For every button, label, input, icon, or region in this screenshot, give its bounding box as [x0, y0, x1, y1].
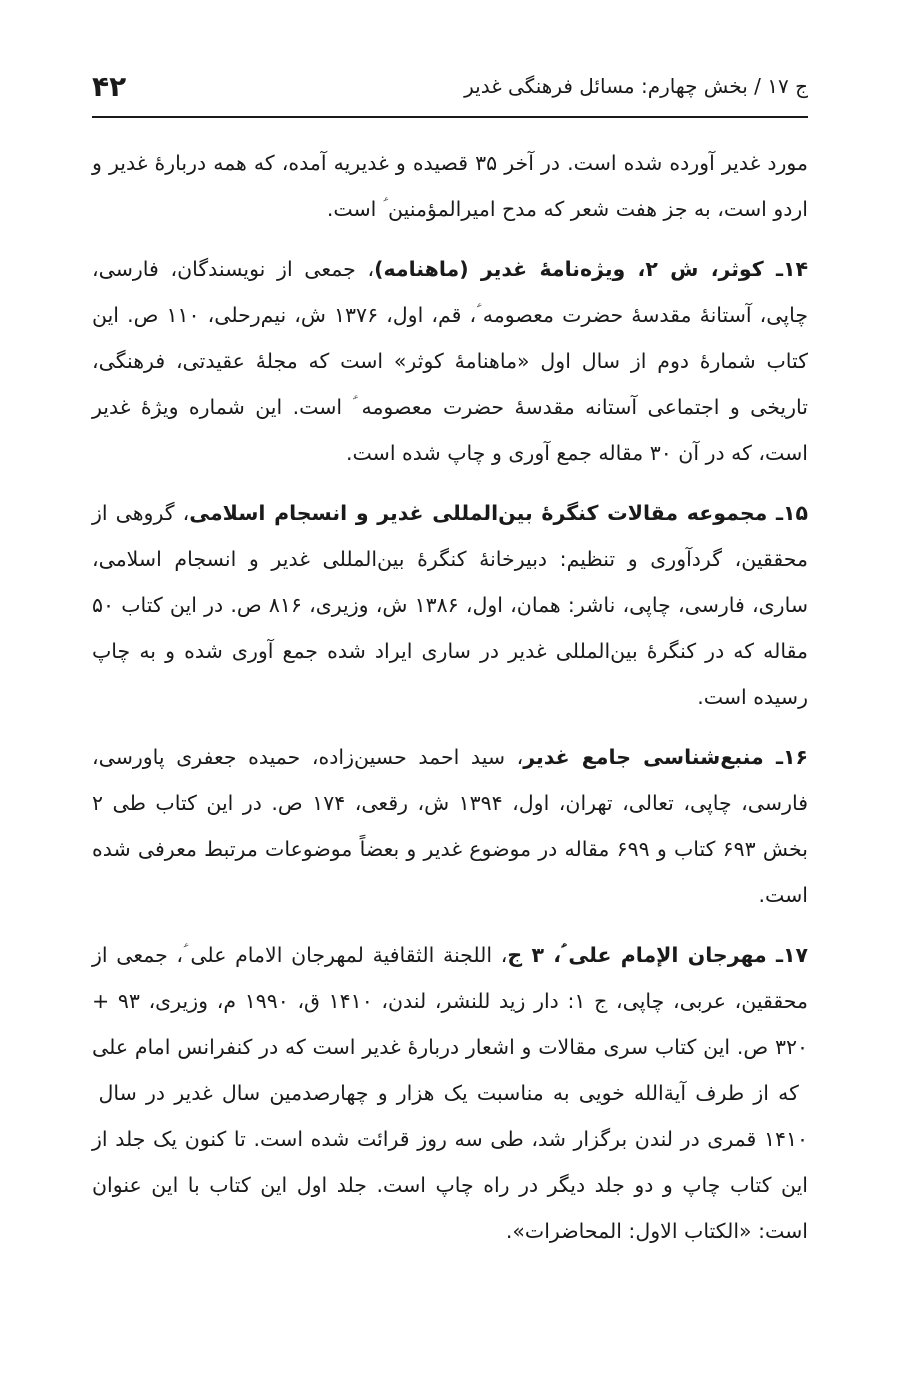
- entry-14: [92, 246, 808, 476]
- header-rule: [92, 116, 808, 118]
- paragraph-continuation: [92, 140, 808, 232]
- entry-17: [92, 932, 808, 1254]
- entry-text: ، اللجنة الثقافیة لمهرجان الامام علی ؑ، جمعی از محققین، عربی، چاپی، ج ۱: دار زید للنشر، لندن، ۱۴۱۰ ق، ۱۹۹۰ م، وزیری، ۹۳ + ۳۲۰ ص. این کتاب سری مقالات و اشعار دربارهٔ غدیر است که در کنفرانس امام علی ؑ که از طرف آیة‌الله خویی به مناسبت یک هزار و چهارصدمین سال غدیر در سال ۱۴۱۰ قمری در لندن برگزار شد، طی سه روز قرائت شده است. تا کنون یک جلد از این کتاب چاپ و دو جلد دیگر در راه چاپ است. جلد اول این کتاب با این عنوان است: «الکتاب الاول: المحاضرات».: [92, 943, 808, 1243]
- entry-text: ، گروهی از محققین، گردآوری و تنظیم: دبیرخانهٔ کنگرهٔ بین‌المللی غدیر و انسجام اسلامی، ساری، فارسی، چاپی، ناشر: همان، اول، ۱۳۸۶ ش، وزیری، ۸۱۶ ص. در این کتاب ۵۰ مقاله که در کنگرهٔ بین‌المللی غدیر در ساری ایراد شده جمع آوری شده و به چاپ رسیده است.: [92, 501, 808, 709]
- entry-title: ۱۶ـ منبع‌شناسی جامع غدیر: [523, 745, 808, 769]
- paragraph-text: مورد غدیر آورده شده است. در آخر ۳۵ قصیده و غدیریه آمده، که همه دربارهٔ غدیر و اردو است، به جز هفت شعر که مدح امیرالمؤمنین ؑ است.: [92, 151, 808, 221]
- entry-text: ، جمعی از نویسندگان، فارسی، چاپی، آستانهٔ مقدسهٔ حضرت معصومه ؑ، قم، اول، ۱۳۷۶ ش، نیم‌رحلی، ۱۱۰ ص. این کتاب شمارهٔ دوم از سال اول «ماهنامهٔ کوثر» است که مجلهٔ عقیدتی، فرهنگی، تاریخی و اجتماعی آستانه مقدسهٔ حضرت معصومه ؑ است. این شماره ویژهٔ غدیر است، که در آن ۳۰ مقاله جمع آوری و چاپ شده است.: [92, 257, 809, 465]
- running-head: ج ۱۷ / بخش چهارم: مسائل فرهنگی غدیر: [464, 74, 808, 98]
- page-header: [92, 60, 808, 112]
- entry-text: ، سید احمد حسین‌زاده، حمیده جعفری پاورسی، فارسی، چاپی، تعالی، تهران، اول، ۱۳۹۴ ش، رقعی، ۱۷۴ ص. در این کتاب طی ۲ بخش ۶۹۳ کتاب و ۶۹۹ مقاله در موضوع غدیر و بعضاً موضوعات مرتبط معرفی شده است.: [92, 745, 809, 907]
- entry-15: [92, 490, 808, 720]
- page-number: ۴۲: [92, 69, 127, 103]
- entry-title: ۱۷ـ مهرجان الإمام علی ؑ، ۳ ج: [507, 943, 809, 967]
- page-body: [92, 140, 808, 1268]
- entry-title: ۱۴ـ کوثر، ش ۲، ویژه‌نامهٔ غدیر (ماهنامه): [374, 257, 809, 281]
- entry-16: [92, 734, 808, 918]
- entry-title: ۱۵ـ مجموعه مقالات کنگرهٔ بین‌المللی غدیر و انسجام اسلامی: [189, 501, 808, 525]
